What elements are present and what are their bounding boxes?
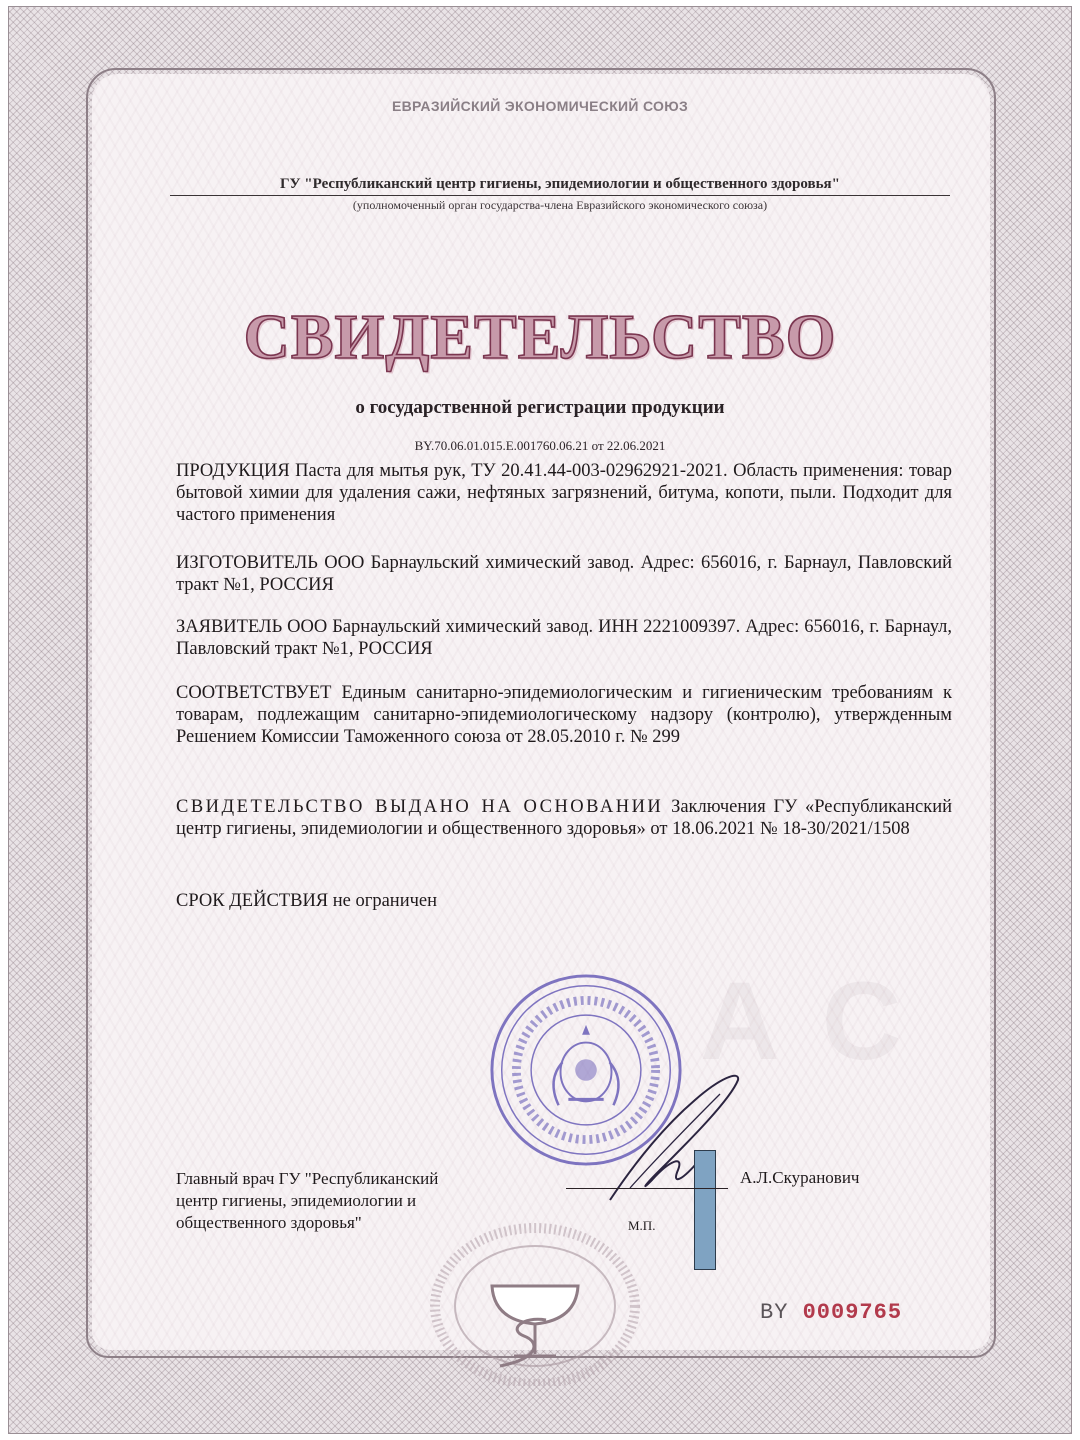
conformity-label: СООТВЕТСТВУЕТ bbox=[176, 683, 332, 703]
applicant-section bbox=[176, 616, 952, 660]
union-header: ЕВРАЗИЙСКИЙ ЭКОНОМИЧЕСКИЙ СОЮЗ bbox=[391, 98, 689, 114]
issuing-authority: ГУ "Республиканский центр гигиены, эпидемиологии и общественного здоровья" bbox=[170, 176, 950, 196]
signatory-name: А.Л.Скуранович bbox=[740, 1168, 860, 1187]
applicant-text: ООО Барнаульский химический завод. ИНН 2221009397. Адрес: 656016, г. Барнаул, Павловский тракт №1, РОССИЯ bbox=[176, 617, 952, 659]
registration-number: BY.70.06.01.015.E.001760.06.21 от 22.06.2021 bbox=[414, 438, 666, 453]
watermark: A C bbox=[700, 960, 910, 1083]
validity-text: не ограничен bbox=[332, 891, 438, 911]
authority-note: (уполномоченный орган государства-члена Евразийского экономического союза) bbox=[352, 198, 768, 212]
basis-text: Заключения ГУ «Республиканский центр гигиены, эпидемиологии и общественного здоровья» от 18.06.2021 № 18-30/2021/1508 bbox=[176, 797, 952, 839]
validity-label: СРОК ДЕЙСТВИЯ bbox=[176, 891, 329, 911]
basis-section bbox=[176, 796, 952, 840]
signatory-role-line: Главный врач ГУ "Республиканский bbox=[176, 1169, 439, 1188]
product-label: ПРОДУКЦИЯ bbox=[176, 461, 290, 481]
seal-label: М.П. bbox=[628, 1218, 656, 1233]
serial-number bbox=[760, 1300, 902, 1325]
conformity-section bbox=[176, 682, 952, 748]
basis-label: СВИДЕТЕЛЬСТВО ВЫДАНО НА ОСНОВАНИИ bbox=[176, 797, 664, 817]
serial-prefix: BY bbox=[760, 1300, 789, 1325]
redaction-box bbox=[694, 1150, 716, 1270]
certificate-title: СВИДЕТЕЛЬСТВО bbox=[243, 301, 837, 372]
manufacturer-text: ООО Барнаульский химический завод. Адрес: 656016, г. Барнаул, Павловский тракт №1, РОССИЯ bbox=[176, 553, 953, 595]
applicant-label: ЗАЯВИТЕЛЬ bbox=[176, 617, 283, 637]
signatory-role-line: центр гигиены, эпидемиологии и bbox=[176, 1191, 417, 1210]
serial-value: 0009765 bbox=[802, 1300, 903, 1325]
hygieia-emblem-icon bbox=[430, 1216, 640, 1386]
product-text: Паста для мытья рук, ТУ 20.41.44-003-02962921-2021. Область применения: товар бытовой химии для удаления сажи, нефтяных загрязнений, битума, копоти, пыли. Подходит для частого применения bbox=[176, 461, 953, 525]
certificate-subtitle: о государственной регистрации продукции bbox=[355, 397, 725, 418]
manufacturer-section bbox=[176, 552, 952, 596]
product-section bbox=[176, 460, 952, 526]
conformity-text: Единым санитарно-эпидемиологическим и гигиеническим требованиям к товарам, подлежащим санитарно-эпидемиологическому надзору (контролю), утвержденным Решением Комиссии Таможенного союза от 28.05.2010 г. № 299 bbox=[176, 683, 952, 747]
signatory-role-line: общественного здоровья" bbox=[176, 1213, 362, 1232]
validity-section bbox=[176, 890, 952, 912]
manufacturer-label: ИЗГОТОВИТЕЛЬ bbox=[176, 553, 318, 573]
signature-line bbox=[566, 1188, 728, 1189]
